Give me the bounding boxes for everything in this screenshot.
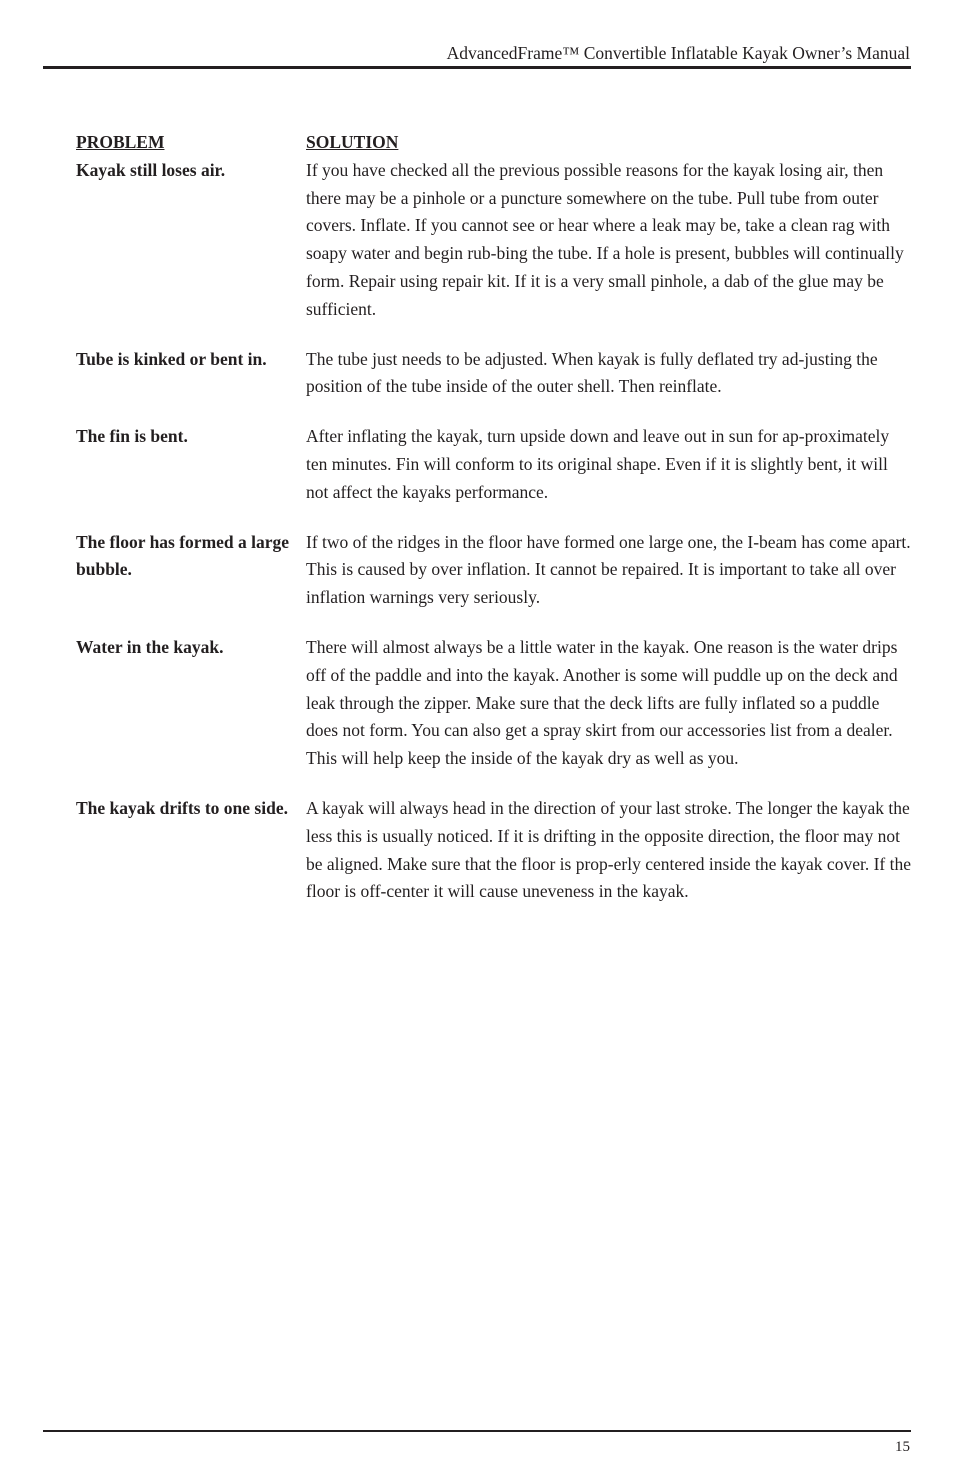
solution-text: A kayak will always head in the direction of your last stroke. The longer the kayak the less this is usually noticed. If it is drifting in the opposite direction, the floor may not be aligned. Make sure that the floor is prop-erly centered inside the kayak cover. If the floor is off-center it will cause uneveness in the kayak. <box>306 797 911 902</box>
footer-rule <box>43 1430 911 1432</box>
problem-text: Water in the kayak. <box>76 636 224 657</box>
problem-text: Tube is kinked or bent in. <box>76 348 267 369</box>
running-header: AdvancedFrame™ Convertible Inflatable Kayak Owner’s Manual <box>446 43 910 63</box>
table-row <box>76 795 912 906</box>
solution-text: The tube just needs to be adjusted. When kayak is fully deflated try ad-justing the position of the tube inside of the outer shell. Then reinflate. <box>306 348 878 397</box>
problem-text: Kayak still loses air. <box>76 159 226 180</box>
solution-text: If two of the ridges in the floor have formed one large one, the I-beam has come apart. This is caused by over inflation. It cannot be repaired. It is important to take all over inflation warnings very seriously. <box>306 531 911 608</box>
solution-text: If you have checked all the previous possible reasons for the kayak losing air, then there may be a pinhole or a puncture somewhere on the tube. Pull tube from outer covers. Inflate. If you cannot see or hear where a leak may be, take a clean rag with soapy water and begin rub-bing the tube. If a hole is present, bubbles will continually form. Repair using repair kit. If it is a very small pinhole, a dab of the glue may be sufficient. <box>306 159 904 319</box>
solution-text: After inflating the kayak, turn upside down and leave out in sun for ap-proximately ten minutes. Fin will conform to its original shape. Even if it is slightly bent, it will not affect the kayaks performance. <box>306 426 890 502</box>
problem-text: The kayak drifts to one side. <box>76 797 288 818</box>
table-row <box>76 529 912 612</box>
problem-text: The floor has formed a large bubble. <box>76 531 290 580</box>
table-row <box>76 157 912 324</box>
table-row <box>76 423 912 506</box>
solution-heading: SOLUTION <box>306 132 399 152</box>
problem-text: The fin is bent. <box>76 426 188 447</box>
page-number: 15 <box>895 1439 910 1455</box>
table-row <box>76 346 912 402</box>
troubleshooting-table <box>76 129 912 928</box>
table-header-row <box>76 129 912 157</box>
problem-heading: PROBLEM <box>76 132 165 152</box>
header-rule <box>43 66 911 69</box>
solution-text: There will almost always be a little water in the kayak. One reason is the water drips off of the paddle and into the kayak. Another is some will puddle up on the deck and leak through the zipper. Make sure that the deck lifts are fully inflated so a puddle does not form. You can also get a spray skirt from our accessories list from a dealer. This will help keep the inside of the kayak dry as well as you. <box>306 636 898 769</box>
table-row <box>76 634 912 773</box>
